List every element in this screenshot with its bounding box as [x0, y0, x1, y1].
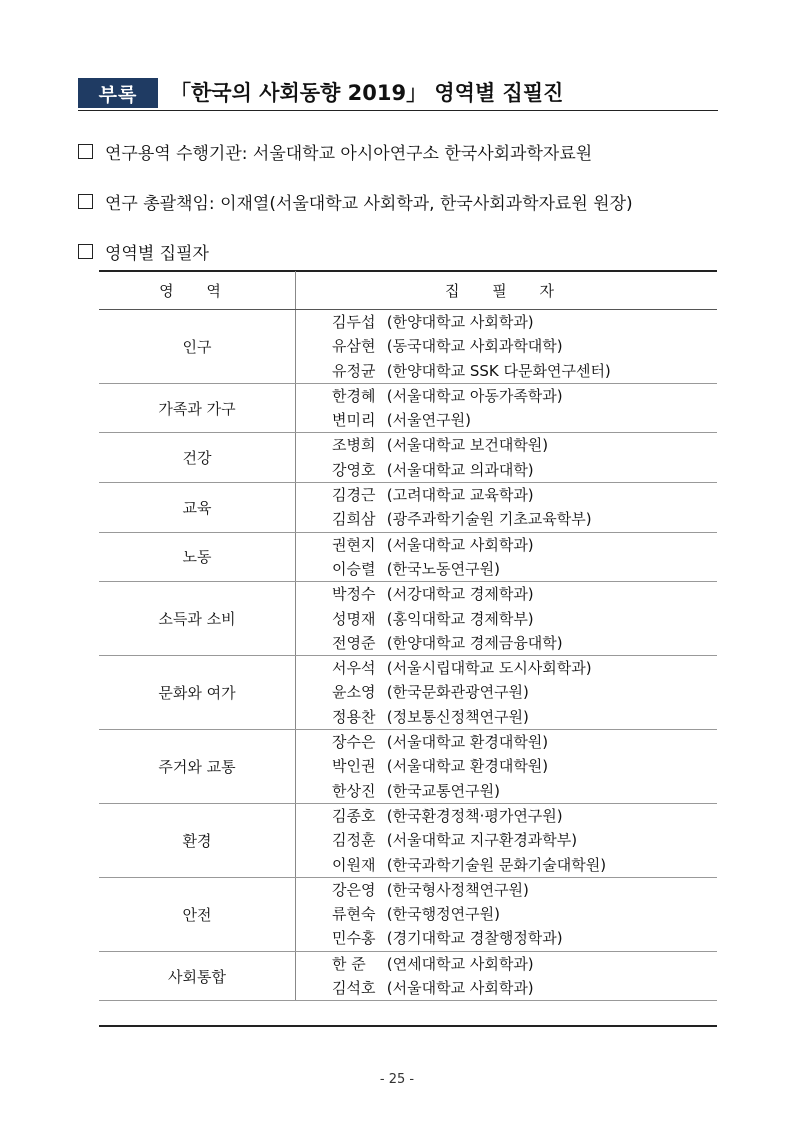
author-name: 김경근	[332, 486, 376, 505]
author-affiliation: (한양대학교 경제금융대학)	[386, 633, 563, 652]
author-name: 유정균	[332, 361, 376, 380]
author-name: 민수홍	[332, 929, 376, 948]
author-name: 김두섭	[332, 313, 376, 331]
author-name: 강은영	[332, 880, 376, 899]
author-name: 강영호	[332, 460, 376, 479]
author-name: 정용찬	[332, 707, 376, 726]
author-affiliation: (서울대학교 환경대학원)	[386, 757, 549, 776]
checkbox-square-icon	[78, 194, 93, 209]
author-affiliation: (서울대학교 의과대학)	[386, 460, 534, 479]
author-entry	[332, 458, 717, 482]
author-name: 윤소영	[332, 683, 376, 702]
author-name: 한상진	[332, 781, 376, 800]
author-affiliation: (한국과학기술원 문화기술대학원)	[386, 855, 607, 874]
author-entry	[332, 656, 717, 680]
bullet-text: 영역별 집필자	[105, 243, 209, 264]
authors-cell	[296, 310, 718, 384]
author-entry	[332, 680, 717, 704]
bullet-institution	[78, 139, 592, 163]
author-name: 류현숙	[332, 905, 376, 924]
author-affiliation: (홍익대학교 경제학부)	[386, 609, 534, 628]
page-title: 「한국의 사회동향 2019」 영역별 집필진	[170, 81, 564, 105]
author-entry	[332, 976, 717, 1000]
author-name: 이원재	[332, 855, 376, 874]
author-entry	[332, 334, 717, 358]
author-affiliation: (서울대학교 보건대학원)	[386, 436, 549, 455]
author-affiliation: (한국노동연구원)	[386, 559, 500, 578]
author-name: 조병희	[332, 436, 376, 455]
area-cell: 사회통합	[99, 951, 296, 1001]
author-entry	[332, 705, 717, 729]
author-name: 김희삼	[332, 510, 376, 529]
author-entry	[332, 408, 717, 432]
table-row	[99, 730, 717, 804]
author-entry	[332, 310, 717, 334]
authors-cell	[296, 483, 718, 533]
author-name: 전영준	[332, 633, 376, 652]
table-row	[99, 383, 717, 433]
author-affiliation: (한국환경정책·평가연구원)	[386, 806, 563, 825]
authors-cell	[296, 951, 718, 1001]
area-cell: 주거와 교통	[99, 730, 296, 804]
author-affiliation: (서울대학교 사회학과)	[386, 535, 534, 554]
author-affiliation: (서울대학교 환경대학원)	[386, 733, 549, 752]
author-affiliation: (서울대학교 아동가족학과)	[386, 386, 563, 405]
column-header-area: 영 역	[99, 271, 296, 310]
author-name: 김석호	[332, 979, 376, 998]
area-cell: 건강	[99, 433, 296, 483]
author-affiliation: (한국교통연구원)	[386, 781, 500, 800]
author-entry	[332, 828, 717, 852]
author-affiliation: (한국행정연구원)	[386, 905, 500, 924]
author-affiliation: (한국형사정책연구원)	[386, 880, 529, 899]
table-row	[99, 656, 717, 730]
authors-cell	[296, 877, 718, 951]
authors-cell	[296, 532, 718, 582]
area-cell: 문화와 여가	[99, 656, 296, 730]
author-entry	[332, 878, 717, 902]
authors-cell	[296, 803, 718, 877]
author-entry	[332, 384, 717, 408]
author-affiliation: (서울시립대학교 도시사회학과)	[386, 659, 592, 678]
column-header-authors: 집 필 자	[296, 271, 718, 310]
author-entry	[332, 926, 717, 950]
author-entry	[332, 804, 717, 828]
authors-cell	[296, 383, 718, 433]
appendix-header	[78, 78, 718, 111]
author-entry	[332, 557, 717, 581]
author-name: 권현지	[332, 535, 376, 554]
author-affiliation: (한양대학교 사회학과)	[386, 313, 534, 331]
author-entry	[332, 779, 717, 803]
area-cell: 소득과 소비	[99, 582, 296, 656]
author-affiliation: (광주과학기술원 기초교육학부)	[386, 510, 592, 529]
author-name: 한경혜	[332, 386, 376, 405]
table-row	[99, 532, 717, 582]
author-entry	[332, 507, 717, 531]
authors-cell	[296, 730, 718, 804]
author-name: 성명재	[332, 609, 376, 628]
checkbox-square-icon	[78, 244, 93, 259]
table-row	[99, 433, 717, 483]
area-cell: 노동	[99, 532, 296, 582]
author-entry	[332, 483, 717, 507]
author-entry	[332, 952, 717, 976]
author-name: 변미리	[332, 411, 376, 430]
area-cell: 교육	[99, 483, 296, 533]
table-row	[99, 803, 717, 877]
author-affiliation: (서울연구원)	[386, 411, 471, 430]
author-name: 박인권	[332, 757, 376, 776]
table-row	[99, 483, 717, 533]
author-entry	[332, 631, 717, 655]
table-row	[99, 951, 717, 1001]
appendix-badge: 부록	[78, 78, 158, 108]
authors-cell	[296, 582, 718, 656]
author-affiliation: (서강대학교 경제학과)	[386, 585, 534, 604]
author-name: 김정훈	[332, 831, 376, 850]
table-row	[99, 310, 717, 384]
author-name: 이승렬	[332, 559, 376, 578]
author-entry	[332, 754, 717, 778]
authors-cell	[296, 656, 718, 730]
author-entry	[332, 607, 717, 631]
author-entry	[332, 533, 717, 557]
authors-cell	[296, 433, 718, 483]
table-row	[99, 582, 717, 656]
author-name: 박정수	[332, 585, 376, 604]
author-affiliation: (한국문화관광연구원)	[386, 683, 529, 702]
author-affiliation: (한양대학교 SSK 다문화연구센터)	[386, 361, 611, 380]
bullet-authors	[78, 239, 209, 263]
author-affiliation: (고려대학교 교육학과)	[386, 486, 534, 505]
author-name: 김종호	[332, 806, 376, 825]
author-name: 유삼현	[332, 337, 376, 356]
checkbox-square-icon	[78, 144, 93, 159]
bullet-principal	[78, 189, 633, 213]
author-entry	[332, 433, 717, 457]
table-header-row	[99, 271, 717, 310]
area-cell: 인구	[99, 310, 296, 384]
author-name: 서우석	[332, 659, 376, 678]
author-entry	[332, 359, 717, 383]
author-affiliation: (경기대학교 경찰행정학과)	[386, 929, 563, 948]
area-cell: 가족과 가구	[99, 383, 296, 433]
authors-table	[99, 271, 717, 1001]
author-entry	[332, 902, 717, 926]
bullet-text: 연구 총괄책임: 이재열(서울대학교 사회학과, 한국사회과학자료원 원장)	[105, 193, 633, 214]
area-cell: 환경	[99, 803, 296, 877]
author-affiliation: (서울대학교 지구환경과학부)	[386, 831, 578, 850]
bullet-text: 연구용역 수행기관: 서울대학교 아시아연구소 한국사회과학자료원	[105, 143, 593, 164]
page-number: - 25 -	[379, 1072, 415, 1087]
author-affiliation: (동국대학교 사회과학대학)	[386, 337, 563, 356]
table-bottom-rule	[99, 1025, 717, 1027]
author-name: 한 준	[332, 954, 366, 973]
author-entry	[332, 853, 717, 877]
table-row	[99, 877, 717, 951]
author-name: 장수은	[332, 733, 376, 752]
area-cell: 안전	[99, 877, 296, 951]
author-affiliation: (정보통신정책연구원)	[386, 707, 529, 726]
author-entry	[332, 582, 717, 606]
author-affiliation: (서울대학교 사회학과)	[386, 979, 534, 998]
author-entry	[332, 730, 717, 754]
author-affiliation: (연세대학교 사회학과)	[386, 954, 534, 973]
